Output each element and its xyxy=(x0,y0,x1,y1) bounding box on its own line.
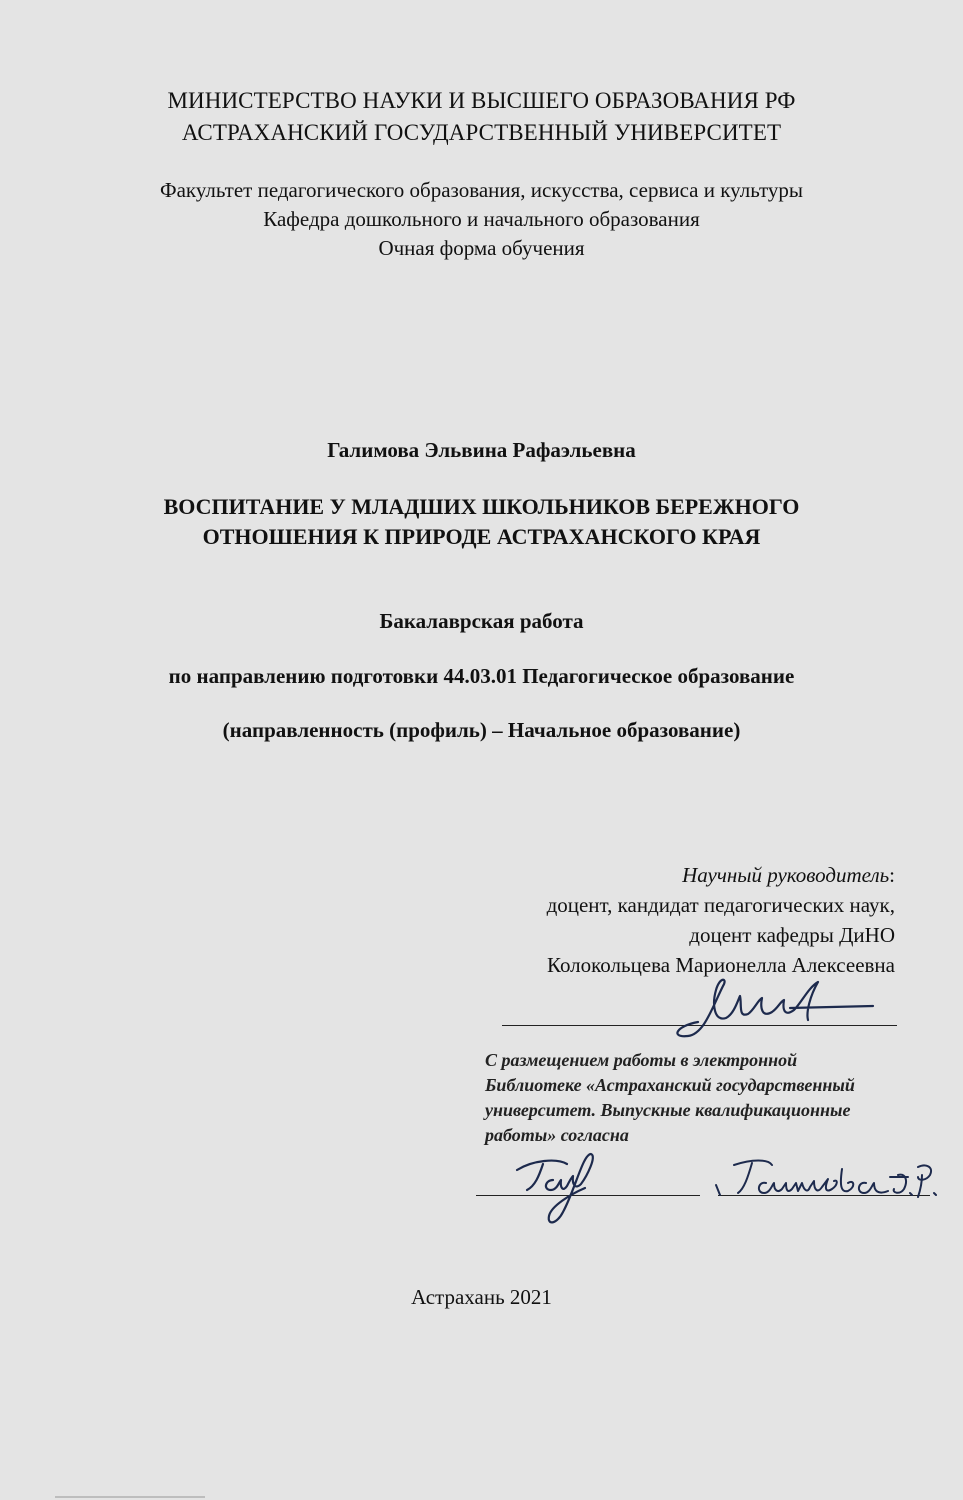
supervisor-degree: доцент, кандидат педагогических наук, xyxy=(546,893,895,917)
author-name: Галимова Эльвина Рафаэльевна xyxy=(327,438,636,462)
thesis-title-line-1: ВОСПИТАНИЕ У МЛАДШИХ ШКОЛЬНИКОВ БЕРЕЖНОГО xyxy=(163,494,800,519)
supervisor-label-colon: : xyxy=(889,863,895,887)
department-line: Кафедра дошкольного и начального образования xyxy=(263,207,700,231)
supervisor-signature xyxy=(668,978,888,1038)
work-type: Бакалаврская работа xyxy=(379,609,584,633)
direction-line: по направлению подготовки 44.03.01 Педагогическое образование xyxy=(168,664,795,688)
supervisor-label: Научный руководитель xyxy=(682,863,890,887)
supervisor-name: Колокольцева Марионелла Алексеевна xyxy=(546,953,895,977)
author-handwritten-name xyxy=(712,1155,942,1205)
city-year: Астрахань 2021 xyxy=(411,1285,552,1309)
consent-line-4: работы» согласна xyxy=(485,1125,629,1145)
consent-line-1: С размещением работы в электронной xyxy=(485,1050,798,1070)
consent-line-3: университет. Выпускные квалификационные xyxy=(485,1100,851,1120)
faculty-line: Факультет педагогического образования, искусства, сервиса и культуры xyxy=(160,178,803,202)
profile-line: (направленность (профиль) – Начальное образование) xyxy=(222,718,741,742)
supervisor-block xyxy=(547,860,895,980)
bottom-edge-mark xyxy=(55,1496,205,1498)
study-form-line: Очная форма обучения xyxy=(378,236,585,260)
consent-statement xyxy=(485,1048,945,1148)
consent-line-2: Библиотеке «Астраханский государственный xyxy=(485,1075,855,1095)
author-signature xyxy=(505,1150,615,1230)
supervisor-label-row xyxy=(547,860,895,890)
ministry-heading: МИНИСТЕРСТВО НАУКИ И ВЫСШЕГО ОБРАЗОВАНИЯ РФ xyxy=(167,88,796,113)
thesis-title-line-2: ОТНОШЕНИЯ К ПРИРОДЕ АСТРАХАНСКОГО КРАЯ xyxy=(202,524,761,549)
supervisor-position: доцент кафедры ДиНО xyxy=(689,923,895,947)
university-heading: АСТРАХАНСКИЙ ГОСУДАРСТВЕННЫЙ УНИВЕРСИТЕТ xyxy=(181,120,782,145)
